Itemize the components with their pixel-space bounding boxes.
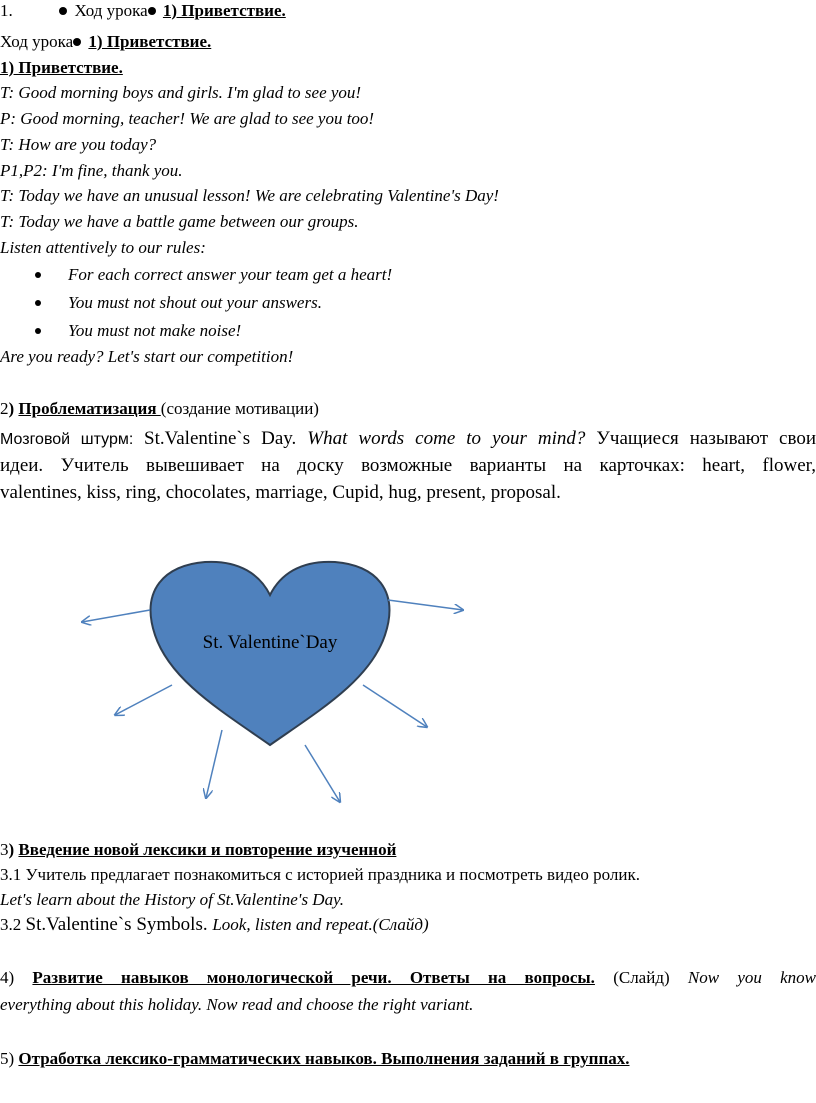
brainstorm-label: Мозговой штурм:	[0, 431, 145, 448]
section-3-heading-line	[0, 839, 396, 861]
item-task: Look, listen and repeat.(Слайд)	[212, 915, 429, 934]
bullet-dot-icon	[35, 300, 41, 306]
section-3-item-1: 3.1 Учитель предлагает познакомиться с историей праздника и посмотреть видео ролик.	[0, 865, 640, 884]
heart-shape	[151, 562, 390, 745]
section-1-heading: 1) Приветствие.	[0, 58, 123, 77]
dialogue-line: T: How are you today?	[0, 135, 157, 154]
section-number: 5)	[0, 1049, 19, 1068]
paren: )	[8, 399, 15, 418]
arrow-right-top	[388, 600, 463, 610]
section-2-note: (создание мотивации)	[160, 399, 319, 418]
section-3-item-1-en: Let's learn about the History of St.Valentine's Day.	[0, 890, 344, 909]
valentine-diagram	[0, 540, 816, 810]
section-2-heading: Проблематизация	[18, 399, 161, 418]
rule-text: For each correct answer your team get a heart!	[68, 265, 393, 284]
list-number: 1.	[0, 1, 13, 20]
bullet-dot-icon	[59, 7, 67, 15]
heart-label: St. Valentine`Day	[202, 632, 338, 653]
section-5-heading: Отработка лексико-грамматических навыков. Выполнения заданий в группах.	[18, 1049, 630, 1068]
dialogue-line: Listen attentively to our rules:	[0, 238, 206, 257]
question: What words come to your mind?	[307, 428, 586, 449]
section-number: 2	[0, 399, 9, 418]
item-number: 3.2	[0, 915, 26, 934]
paren: )	[8, 840, 15, 859]
slide-label: (Слайд)	[594, 968, 688, 987]
arrow-left-top	[82, 610, 150, 622]
topic: St.Valentine`s Day.	[144, 428, 308, 449]
dialogue-line: T: Today we have an unusual lesson! We are celebrating Valentine's Day!	[0, 186, 499, 205]
lesson-flow-label: Ход урока	[74, 1, 148, 20]
greeting-heading: 1) Приветствие.	[88, 32, 212, 51]
brainstorm-line-2: идеи. Учитель вывешивает на доску возможные варианты на карточках: heart, flower,	[0, 455, 816, 476]
brainstorm-line-3: valentines, kiss, ring, chocolates, marriage, Cupid, hug, present, proposal.	[0, 482, 561, 503]
section-2-heading-line	[0, 398, 319, 420]
dialogue-line: P1,P2: I'm fine, thank you.	[0, 161, 183, 180]
arrow-left-middle	[115, 685, 172, 715]
section-4-heading: Развитие навыков монологической речи. Ответы на вопросы.	[32, 968, 595, 987]
dialogue-line: P: Good morning, teacher! We are glad to see you too!	[0, 109, 375, 128]
section-3-item-2	[0, 914, 429, 936]
bullet-dot-icon	[148, 7, 156, 15]
header-line-1	[0, 0, 286, 22]
greeting-heading: 1) Приветствие.	[162, 1, 286, 20]
item-topic: St.Valentine`s Symbols.	[25, 914, 213, 935]
bullet-dot-icon	[73, 38, 81, 46]
section-number: 3	[0, 840, 9, 859]
section-3-heading: Введение новой лексики и повторение изученной	[18, 840, 397, 859]
arrow-right-bottom	[305, 745, 340, 802]
dialogue-line: T: Good morning boys and girls. I'm glad to see you!	[0, 83, 362, 102]
closing-line: Are you ready? Let's start our competition!	[0, 347, 294, 366]
section-4-task-1: Now you know	[687, 968, 816, 987]
section-number: 4)	[0, 968, 33, 987]
section-4-task-2: everything about this holiday. Now read and choose the right variant.	[0, 995, 474, 1014]
lesson-flow-label: Ход урока	[0, 32, 74, 51]
arrow-right-middle	[363, 685, 427, 727]
bullet-dot-icon	[35, 272, 41, 278]
rule-text: You must not shout out your answers.	[68, 293, 322, 312]
arrow-left-bottom	[206, 730, 222, 798]
header-line-2	[0, 31, 211, 53]
section-4-line-1	[0, 966, 816, 990]
after-question: Учащиеся называют свои	[585, 428, 816, 449]
dialogue-line: T: Today we have a battle game between our groups.	[0, 212, 359, 231]
rule-text: You must not make noise!	[68, 321, 242, 340]
section-5-heading-line	[0, 1048, 629, 1070]
brainstorm-line-1	[0, 425, 816, 453]
bullet-dot-icon	[35, 328, 41, 334]
